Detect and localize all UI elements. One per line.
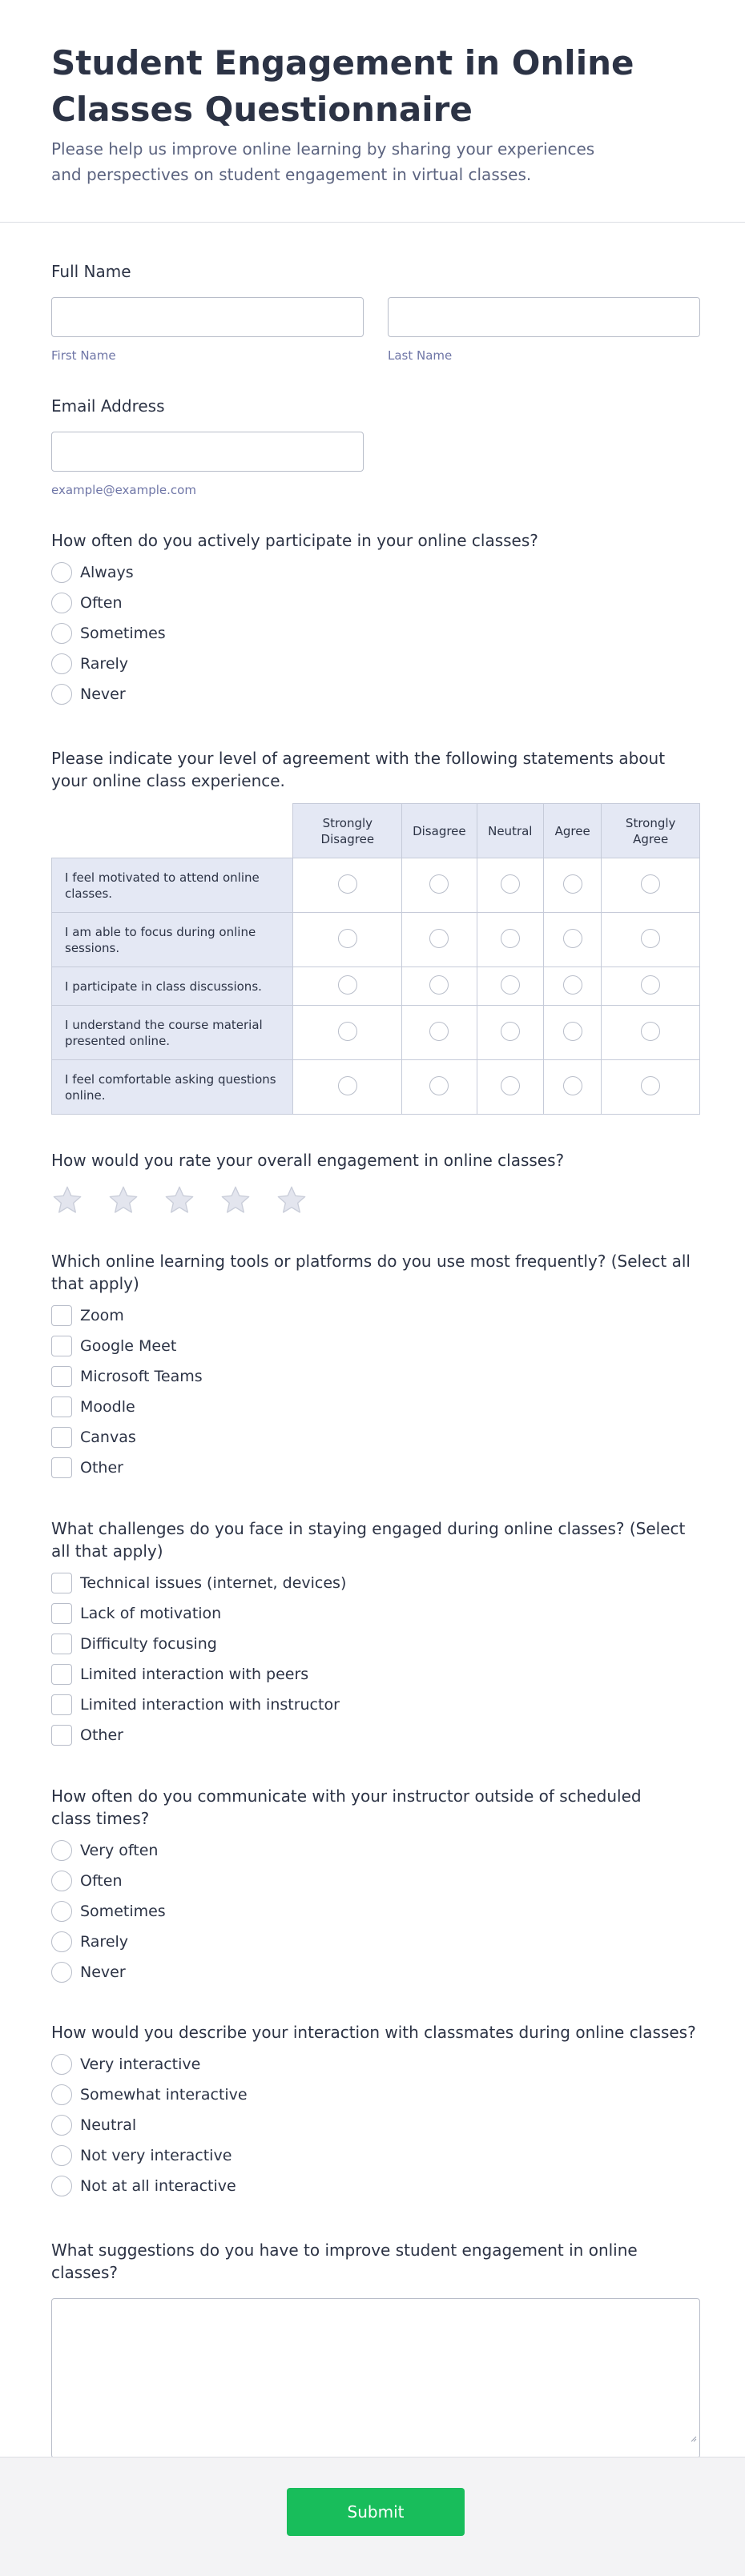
option-label: Never: [80, 685, 126, 703]
option-label: Sometimes: [80, 1903, 166, 1920]
radio-button[interactable]: [51, 2176, 72, 2196]
radio-button[interactable]: [51, 623, 72, 644]
star-icon[interactable]: [51, 1184, 83, 1216]
radio-option[interactable]: [51, 2053, 700, 2076]
matrix-cell[interactable]: [477, 967, 543, 1006]
option-label: Other: [80, 1459, 123, 1477]
option-label: Zoom: [80, 1307, 124, 1324]
matrix-radio[interactable]: [501, 1022, 520, 1041]
checkbox[interactable]: [51, 1366, 72, 1387]
option-label: Lack of motivation: [80, 1605, 222, 1622]
option-label: Microsoft Teams: [80, 1368, 203, 1385]
matrix-radio[interactable]: [338, 1076, 357, 1095]
matrix-cell[interactable]: [402, 858, 477, 913]
challenges-label: What challenges do you face in staying engaged during online classes? (Select all that apply): [51, 1519, 686, 1561]
matrix-radio[interactable]: [641, 1022, 660, 1041]
checkbox-option[interactable]: [51, 1396, 700, 1418]
matrix-radio[interactable]: [501, 929, 520, 948]
form-title: Student Engagement in Online Classes Questionnaire: [51, 43, 634, 129]
matrix-cell[interactable]: [602, 967, 700, 1006]
option-label: Never: [80, 1963, 126, 1981]
communication-question: [51, 1785, 700, 1991]
interaction-label: How would you describe your interaction with classmates during online classes?: [51, 2023, 696, 2042]
matrix-radio[interactable]: [641, 929, 660, 948]
last-name-sublabel: Last Name: [388, 348, 453, 363]
matrix-cell[interactable]: [477, 1006, 543, 1060]
participation-question: [51, 529, 700, 713]
option-label: Very often: [80, 1842, 159, 1859]
option-label: Rarely: [80, 1933, 129, 1951]
option-label: Neutral: [80, 2116, 137, 2134]
matrix-radio[interactable]: [429, 874, 449, 894]
radio-button[interactable]: [51, 1871, 72, 1891]
matrix-radio[interactable]: [501, 874, 520, 894]
interaction-question: [51, 2021, 700, 2205]
checkbox[interactable]: [51, 1573, 72, 1593]
matrix-cell[interactable]: [544, 913, 602, 967]
checkbox-option[interactable]: [51, 1633, 700, 1655]
interaction-options: [51, 2053, 700, 2197]
star-icon[interactable]: [163, 1184, 195, 1216]
matrix-row: [52, 858, 700, 913]
option-label: Rarely: [80, 655, 129, 673]
checkbox[interactable]: [51, 1427, 72, 1448]
star-icon[interactable]: [107, 1184, 139, 1216]
matrix-cell[interactable]: [544, 1060, 602, 1115]
last-name-input[interactable]: [388, 297, 700, 337]
option-label: Not at all interactive: [80, 2177, 236, 2195]
checkbox[interactable]: [51, 1725, 72, 1746]
radio-button[interactable]: [51, 1840, 72, 1861]
option-label: Google Meet: [80, 1337, 177, 1355]
agreement-label: Please indicate your level of agreement with the following statements about your online class experience.: [51, 749, 666, 790]
matrix-cell[interactable]: [544, 858, 602, 913]
matrix-corner: [52, 804, 293, 858]
checkbox[interactable]: [51, 1694, 72, 1715]
matrix-row: [52, 1060, 700, 1115]
radio-option[interactable]: [51, 653, 700, 675]
rating-question: [51, 1149, 700, 1216]
checkbox[interactable]: [51, 1664, 72, 1685]
matrix-radio[interactable]: [563, 1076, 582, 1095]
radio-option[interactable]: [51, 592, 700, 614]
tools-label: Which online learning tools or platforms do you use most frequently? (Select all that apply): [51, 1252, 691, 1293]
matrix-radio[interactable]: [641, 874, 660, 894]
submit-button[interactable]: Submit: [287, 2488, 465, 2536]
option-label: Difficulty focusing: [80, 1635, 217, 1653]
form-header: [0, 0, 745, 223]
matrix-radio[interactable]: [563, 874, 582, 894]
radio-button[interactable]: [51, 2145, 72, 2166]
challenges-options: [51, 1572, 700, 1746]
option-label: Other: [80, 1726, 123, 1744]
suggestions-question: [51, 2239, 700, 2458]
star-rating: [51, 1184, 700, 1216]
matrix-cell[interactable]: [293, 1060, 402, 1115]
full-name-field: [51, 260, 700, 363]
option-label: Somewhat interactive: [80, 2086, 248, 2104]
checkbox-option[interactable]: [51, 1602, 700, 1625]
option-label: Moodle: [80, 1398, 135, 1416]
matrix-radio[interactable]: [501, 1076, 520, 1095]
full-name-label: Full Name: [51, 262, 131, 281]
checkbox-option[interactable]: [51, 1663, 700, 1686]
matrix-radio[interactable]: [501, 975, 520, 995]
checkbox-option[interactable]: [51, 1335, 700, 1357]
matrix-row-label: I am able to focus during online sessions.: [52, 913, 293, 967]
matrix-radio[interactable]: [338, 1022, 357, 1041]
checkbox[interactable]: [51, 1397, 72, 1417]
form-footer: [0, 2457, 745, 2576]
option-label: Often: [80, 1872, 123, 1890]
rating-label: How would you rate your overall engagement in online classes?: [51, 1151, 565, 1170]
agreement-question: [51, 747, 700, 1115]
radio-option[interactable]: [51, 1870, 700, 1892]
first-name-input[interactable]: [51, 297, 364, 337]
participation-label: How often do you actively participate in your online classes?: [51, 531, 538, 550]
matrix-cell[interactable]: [544, 967, 602, 1006]
email-input[interactable]: [51, 432, 364, 472]
radio-option[interactable]: [51, 2175, 700, 2197]
matrix-radio[interactable]: [563, 929, 582, 948]
matrix-cell[interactable]: [293, 1006, 402, 1060]
radio-option[interactable]: [51, 683, 700, 705]
resize-handle-icon[interactable]: [689, 2434, 697, 2442]
matrix-cell[interactable]: [293, 858, 402, 913]
checkbox[interactable]: [51, 1634, 72, 1654]
matrix-cell[interactable]: [402, 913, 477, 967]
matrix-cell[interactable]: [477, 913, 543, 967]
option-label: Technical issues (internet, devices): [80, 1574, 347, 1592]
radio-option[interactable]: [51, 2114, 700, 2136]
option-label: Very interactive: [80, 2056, 201, 2073]
matrix-radio[interactable]: [338, 975, 357, 995]
radio-option[interactable]: [51, 1839, 700, 1862]
checkbox-option[interactable]: [51, 1572, 700, 1594]
checkbox-option[interactable]: [51, 1724, 700, 1746]
email-sublabel: example@example.com: [51, 483, 196, 497]
matrix-row: [52, 967, 700, 1006]
radio-button[interactable]: [51, 2054, 72, 2075]
matrix-cell[interactable]: [477, 858, 543, 913]
matrix-cell[interactable]: [602, 858, 700, 913]
option-label: Limited interaction with instructor: [80, 1696, 340, 1714]
checkbox[interactable]: [51, 1336, 72, 1356]
suggestions-textarea[interactable]: [51, 2298, 700, 2458]
radio-button[interactable]: [51, 653, 72, 674]
matrix-row-label: I feel comfortable asking questions online.: [52, 1060, 293, 1115]
matrix-radio[interactable]: [641, 975, 660, 995]
matrix-radio[interactable]: [338, 929, 357, 948]
option-label: Sometimes: [80, 625, 166, 642]
matrix-radio[interactable]: [429, 1076, 449, 1095]
first-name-sublabel: First Name: [51, 348, 116, 363]
matrix-radio[interactable]: [429, 975, 449, 995]
radio-option[interactable]: [51, 1931, 700, 1953]
matrix-row-label: I understand the course material presented online.: [52, 1006, 293, 1060]
matrix-column-header: Disagree: [402, 804, 477, 858]
checkbox-option[interactable]: [51, 1365, 700, 1388]
participation-options: [51, 561, 700, 705]
option-label: Always: [80, 564, 134, 581]
checkbox[interactable]: [51, 1457, 72, 1478]
challenges-question: [51, 1517, 700, 1754]
matrix-column-header: Neutral: [477, 804, 543, 858]
radio-button[interactable]: [51, 2115, 72, 2136]
matrix-cell[interactable]: [602, 1006, 700, 1060]
radio-option[interactable]: [51, 2084, 700, 2106]
agreement-matrix: [51, 803, 700, 1115]
matrix-cell[interactable]: [544, 1006, 602, 1060]
communication-options: [51, 1839, 700, 1983]
radio-button[interactable]: [51, 593, 72, 613]
matrix-radio[interactable]: [338, 874, 357, 894]
matrix-radio[interactable]: [563, 975, 582, 995]
radio-button[interactable]: [51, 562, 72, 583]
matrix-radio[interactable]: [429, 1022, 449, 1041]
matrix-radio[interactable]: [563, 1022, 582, 1041]
matrix-column-header: Strongly Disagree: [293, 804, 402, 858]
email-field: [51, 395, 700, 497]
matrix-radio[interactable]: [429, 929, 449, 948]
suggestions-label: What suggestions do you have to improve student engagement in online classes?: [51, 2240, 638, 2282]
checkbox-option[interactable]: [51, 1304, 700, 1327]
checkbox[interactable]: [51, 1603, 72, 1624]
tools-question: [51, 1250, 700, 1487]
matrix-column-header: Strongly Agree: [602, 804, 700, 858]
matrix-cell[interactable]: [602, 913, 700, 967]
matrix-row-label: I feel motivated to attend online classes.: [52, 858, 293, 913]
checkbox-option[interactable]: [51, 1426, 700, 1449]
star-icon[interactable]: [276, 1184, 308, 1216]
form-description: Please help us improve online learning by sharing your experiences and perspectives on student engagement in virtual classes.: [51, 139, 595, 184]
matrix-cell[interactable]: [293, 967, 402, 1006]
communication-label: How often do you communicate with your instructor outside of scheduled class times?: [51, 1786, 642, 1828]
radio-option[interactable]: [51, 561, 700, 584]
radio-button[interactable]: [51, 684, 72, 705]
option-label: Often: [80, 594, 123, 612]
matrix-cell[interactable]: [602, 1060, 700, 1115]
matrix-cell[interactable]: [293, 913, 402, 967]
radio-option[interactable]: [51, 1961, 700, 1983]
matrix-row: [52, 913, 700, 967]
matrix-radio[interactable]: [641, 1076, 660, 1095]
radio-button[interactable]: [51, 1962, 72, 1983]
option-label: Limited interaction with peers: [80, 1666, 309, 1683]
matrix-cell[interactable]: [402, 1006, 477, 1060]
radio-button[interactable]: [51, 1931, 72, 1952]
matrix-row-label: I participate in class discussions.: [52, 967, 293, 1006]
email-label: Email Address: [51, 396, 165, 416]
matrix-row: [52, 1006, 700, 1060]
option-label: Not very interactive: [80, 2147, 232, 2164]
option-label: Canvas: [80, 1429, 136, 1446]
radio-option[interactable]: [51, 622, 700, 645]
radio-option[interactable]: [51, 1900, 700, 1923]
star-icon[interactable]: [219, 1184, 252, 1216]
matrix-cell[interactable]: [402, 967, 477, 1006]
radio-button[interactable]: [51, 2084, 72, 2105]
checkbox-option[interactable]: [51, 1457, 700, 1479]
checkbox-option[interactable]: [51, 1694, 700, 1716]
radio-option[interactable]: [51, 2144, 700, 2167]
matrix-cell[interactable]: [477, 1060, 543, 1115]
matrix-cell[interactable]: [402, 1060, 477, 1115]
radio-button[interactable]: [51, 1901, 72, 1922]
checkbox[interactable]: [51, 1305, 72, 1326]
tools-options: [51, 1304, 700, 1479]
matrix-column-header: Agree: [544, 804, 602, 858]
